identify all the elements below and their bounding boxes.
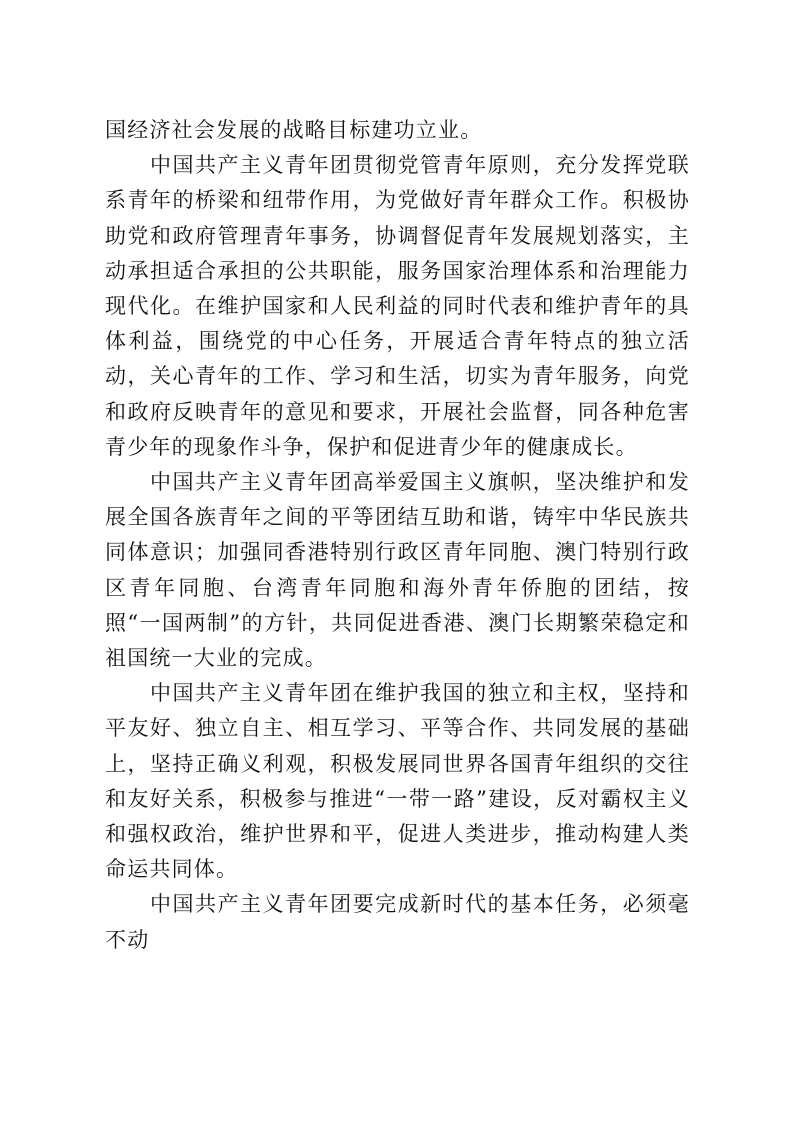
document-body bbox=[105, 113, 690, 958]
paragraph-4: 中国共产主义青年团在维护我国的独立和主权，坚持和平友好、独立自主、相互学习、平等合作、共同发展的基础上，坚持正确义利观，积极发展同世界各国青年组织的交往和友好关系，积极参与推进“一带一路”建设，反对霸权主义和强权政治，维护世界和平，促进人类进步，推动构建人类命运共同体。 bbox=[105, 681, 690, 882]
paragraph-1: 国经济社会发展的战略目标建功立业。 bbox=[105, 118, 483, 142]
paragraph-2: 中国共产主义青年团贯彻党管青年原则，充分发挥党联系青年的桥梁和纽带作用，为党做好青年群众工作。积极协助党和政府管理青年事务，协调督促青年发展规划落实，主动承担适合承担的公共职能，服务国家治理体系和治理能力现代化。在维护国家和人民利益的同时代表和维护青年的具体利益，围绕党的中心任务，开展适合青年特点的独立活动，关心青年的工作、学习和生活，切实为青年服务，向党和政府反映青年的意见和要求，开展社会监督，同各种危害青少年的现象作斗争，保护和促进青少年的健康成长。 bbox=[105, 153, 690, 459]
paragraph-5: 中国共产主义青年团要完成新时代的基本任务，必须毫不动 bbox=[105, 892, 690, 952]
paragraph-3: 中国共产主义青年团高举爱国主义旗帜，坚决维护和发展全国各族青年之间的平等团结互助和谐，铸牢中华民族共同体意识；加强同香港特别行政区青年同胞、澳门特别行政区青年同胞、台湾青年同胞和海外青年侨胞的团结，按照“一国两制”的方针，共同促进香港、澳门长期繁荣稳定和祖国统一大业的完成。 bbox=[105, 470, 690, 671]
